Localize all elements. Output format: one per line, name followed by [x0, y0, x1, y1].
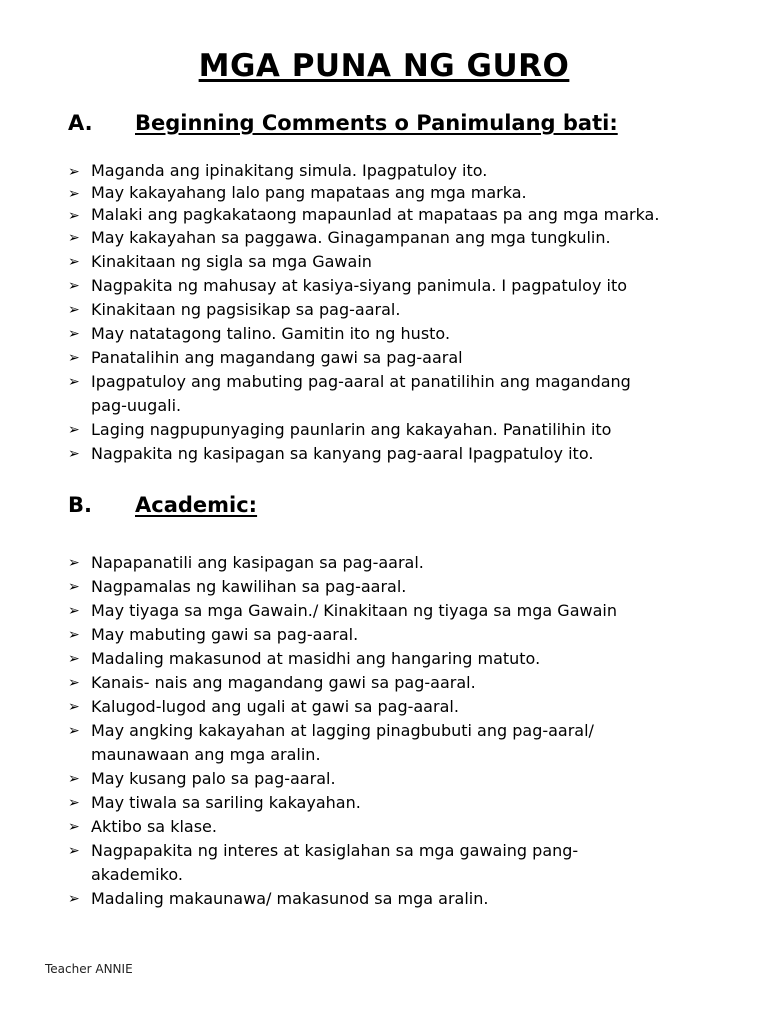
footer-author: Teacher ANNIE [45, 962, 133, 976]
list-item [68, 671, 748, 695]
list-item-text: Nagpakita ng mahusay at kasiya-siyang panimula. I pagpatuloy ito [91, 276, 628, 295]
section-b-title: Academic: [135, 493, 258, 517]
list-item-text: Kalugod-lugod ang ugali at gawi sa pag-aaral. [91, 697, 459, 716]
list-item-text: May kakayahan sa paggawa. Ginagampanan ang mga tungkulin. [91, 228, 611, 247]
arrow-bullet-icon: ➢ [68, 164, 80, 180]
list-item-text: May tiwala sa sariling kakayahan. [91, 793, 361, 812]
list-item-text: Madaling makasunod at masidhi ang hangaring matuto. [91, 649, 541, 668]
list-item [68, 370, 748, 418]
list-item [68, 346, 748, 370]
arrow-bullet-icon: ➢ [68, 699, 80, 715]
list-item [68, 204, 748, 226]
arrow-bullet-icon: ➢ [68, 326, 80, 342]
arrow-bullet-icon: ➢ [68, 278, 80, 294]
arrow-bullet-icon: ➢ [68, 374, 80, 390]
arrow-bullet-icon: ➢ [68, 819, 80, 835]
list-item [68, 887, 748, 911]
arrow-bullet-icon: ➢ [68, 627, 80, 643]
list-item [68, 418, 748, 442]
arrow-bullet-icon: ➢ [68, 422, 80, 438]
list-item [68, 815, 748, 839]
list-item-text: Laging nagpupunyaging paunlarin ang kakayahan. Panatilihin ito [91, 420, 612, 439]
list-item-text: Kinakitaan ng pagsisikap sa pag-aaral. [91, 300, 401, 319]
list-item-text: Nagpapakita ng interes at kasiglahan sa mga gawaing pang- [91, 841, 579, 860]
list-item-text: pag-uugali. [91, 396, 182, 415]
list-item [68, 250, 748, 274]
section-a-heading [68, 109, 618, 137]
list-item [68, 226, 748, 250]
arrow-bullet-icon: ➢ [68, 675, 80, 691]
list-item [68, 647, 748, 671]
list-item [68, 599, 748, 623]
arrow-bullet-icon: ➢ [68, 843, 80, 859]
list-item-text: Ipagpatuloy ang mabuting pag-aaral at panatilihin ang magandang [91, 372, 631, 391]
list-item-text: Nagpamalas ng kawilihan sa pag-aaral. [91, 577, 407, 596]
arrow-bullet-icon: ➢ [68, 723, 80, 739]
section-a-title: Beginning Comments o Panimulang bati: [135, 111, 618, 135]
section-a-letter: A. [68, 111, 93, 135]
list-item [68, 442, 748, 466]
list-item-text: May kusang palo sa pag-aaral. [91, 769, 336, 788]
arrow-bullet-icon: ➢ [68, 771, 80, 787]
page-title: MGA PUNA NG GURO [198, 48, 570, 84]
arrow-bullet-icon: ➢ [68, 795, 80, 811]
list-item-text: akademiko. [91, 865, 183, 884]
arrow-bullet-icon: ➢ [68, 302, 80, 318]
list-item-text: Madaling makaunawa/ makasunod sa mga aralin. [91, 889, 489, 908]
section-b-letter: B. [68, 493, 92, 517]
arrow-bullet-icon: ➢ [68, 186, 80, 202]
list-item [68, 575, 748, 599]
list-item [68, 551, 748, 575]
list-item [68, 298, 748, 322]
list-item-text: May tiyaga sa mga Gawain./ Kinakitaan ng tiyaga sa mga Gawain [91, 601, 617, 620]
list-item [68, 182, 748, 204]
section-a-list [68, 160, 748, 466]
list-item-text: Malaki ang pagkakataong mapaunlad at mapataas pa ang mga marka. [91, 205, 660, 224]
list-item-text: Kanais- nais ang magandang gawi sa pag-aaral. [91, 673, 476, 692]
arrow-bullet-icon: ➢ [68, 603, 80, 619]
list-item [68, 767, 748, 791]
section-b-list [68, 551, 748, 911]
arrow-bullet-icon: ➢ [68, 891, 80, 907]
list-item-text: Nagpakita ng kasipagan sa kanyang pag-aaral Ipagpatuloy ito. [91, 444, 594, 463]
list-item [68, 839, 748, 887]
list-item-text: Kinakitaan ng sigla sa mga Gawain [91, 252, 372, 271]
arrow-bullet-icon: ➢ [68, 350, 80, 366]
list-item-text: Maganda ang ipinakitang simula. Ipagpatuloy ito. [91, 161, 488, 180]
list-item [68, 623, 748, 647]
list-item-text: Napapanatili ang kasipagan sa pag-aaral. [91, 553, 424, 572]
section-b-heading [68, 491, 257, 519]
arrow-bullet-icon: ➢ [68, 446, 80, 462]
list-item-text: maunawaan ang mga aralin. [91, 745, 321, 764]
list-item-text: May kakayahang lalo pang mapataas ang mga marka. [91, 183, 527, 202]
list-item-text: Panatalihin ang magandang gawi sa pag-aaral [91, 348, 463, 367]
list-item [68, 791, 748, 815]
list-item [68, 322, 748, 346]
list-item [68, 695, 748, 719]
arrow-bullet-icon: ➢ [68, 230, 80, 246]
list-item [68, 719, 748, 767]
list-item-text: May angking kakayahan at lagging pinagbubuti ang pag-aaral/ [91, 721, 594, 740]
arrow-bullet-icon: ➢ [68, 254, 80, 270]
arrow-bullet-icon: ➢ [68, 555, 80, 571]
list-item [68, 274, 748, 298]
arrow-bullet-icon: ➢ [68, 208, 80, 224]
list-item-text: Aktibo sa klase. [91, 817, 217, 836]
arrow-bullet-icon: ➢ [68, 651, 80, 667]
list-item-text: May mabuting gawi sa pag-aaral. [91, 625, 359, 644]
arrow-bullet-icon: ➢ [68, 579, 80, 595]
list-item [68, 160, 748, 182]
list-item-text: May natatagong talino. Gamitin ito ng husto. [91, 324, 451, 343]
